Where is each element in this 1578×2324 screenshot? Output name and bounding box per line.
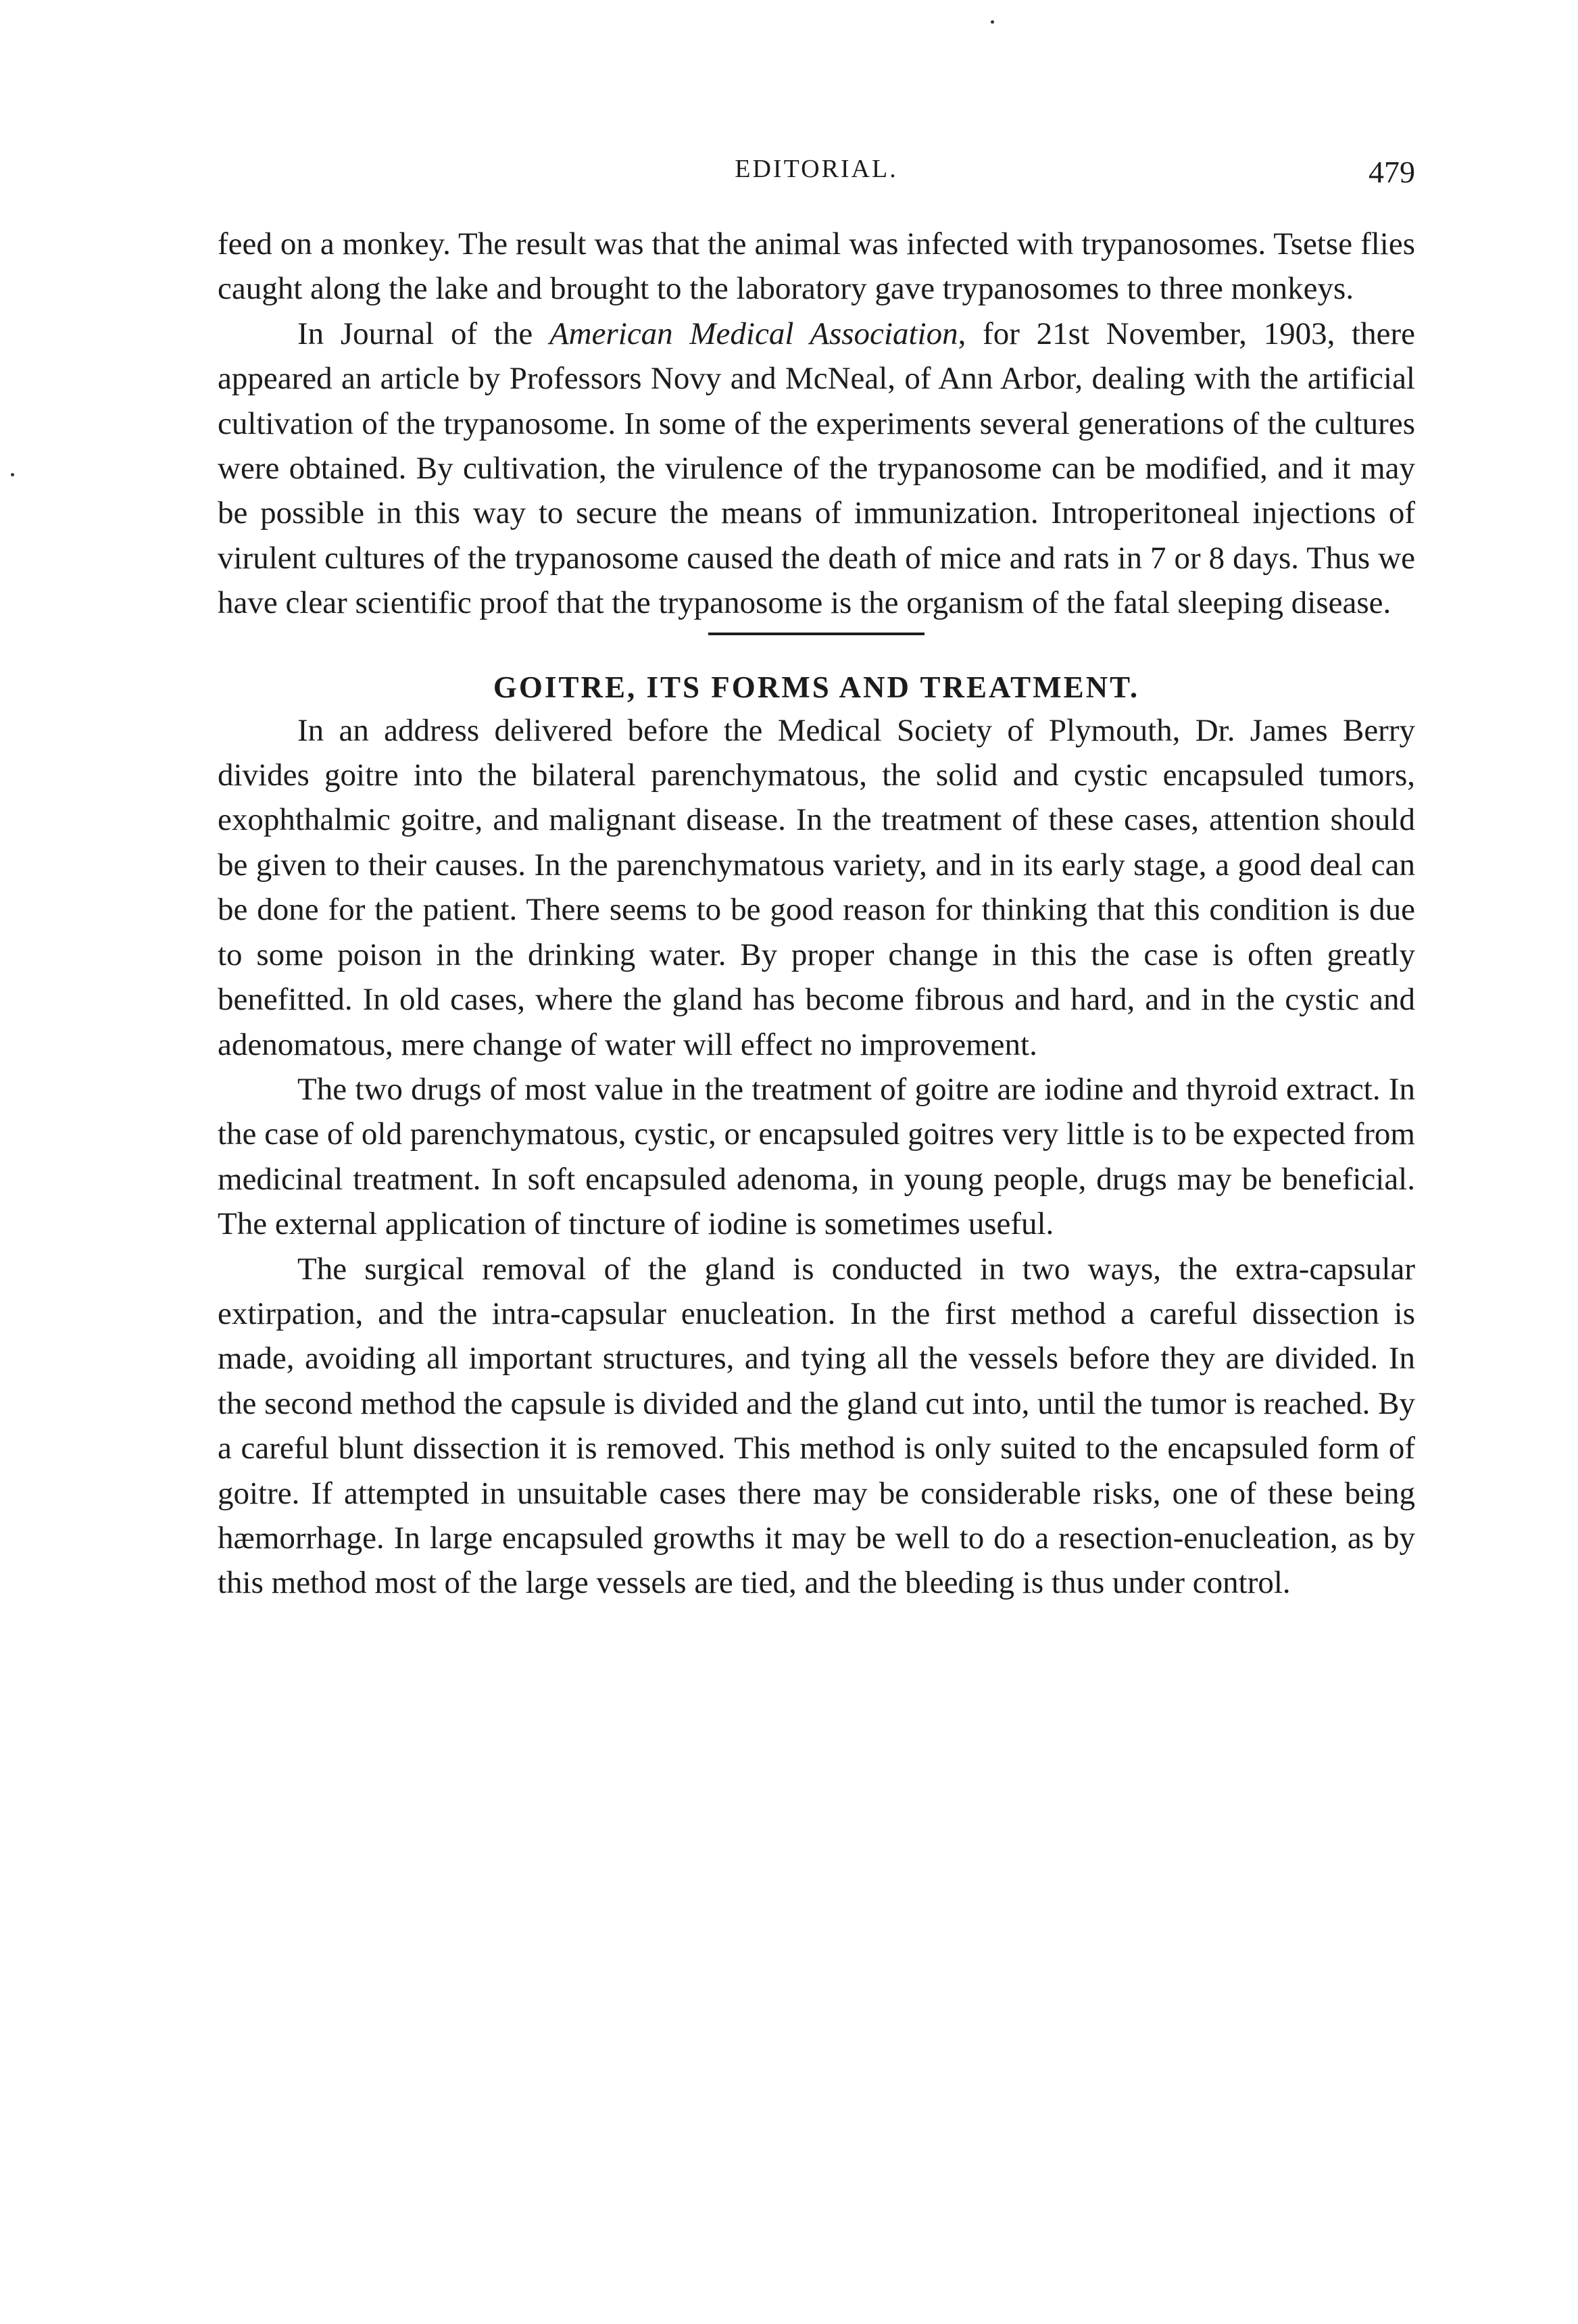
running-head — [218, 154, 1415, 195]
text-block — [218, 222, 1415, 1606]
body-paragraph: The two drugs of most value in the treatment of goitre are iodine and thyroid extract. In the case of old parenchymatous, cystic, or encapsuled goitres very little is to be expected from medicinal treatment. In soft encapsuled adenoma, in young people, drugs may be beneficial. The external application of tincture of iodine is sometimes useful. — [218, 1071, 1415, 1242]
running-title: EDITORIAL. — [735, 155, 898, 183]
journal-paragraph — [218, 312, 1415, 626]
journal-paragraph-lead: In Journal of the — [297, 316, 549, 351]
journal-name: American Medical Association — [549, 316, 958, 351]
section-heading: GOITRE, ITS FORMS AND TREATMENT. — [493, 670, 1140, 704]
body-paragraph: The surgical removal of the gland is conducted in two ways, the extra-capsular extirpation, and the intra-capsular enucleation. In the first method a careful dissection is made, avoiding all important structures, and tying all the vessels before they are divided. In the second method the capsule is divided and the gland cut into, until the tumor is reached. By a careful blunt dissection it is removed. This method is only suited to the encapsuled form of goitre. If attempted in unsuitable cases there may be considerable risks, one of these being hæmorrhage. In large encapsuled growths it may be well to do a resection-enucleation, as by this method most of the large vessels are tied, and the bleeding is thus under control. — [218, 1251, 1415, 1601]
scan-speck — [991, 20, 994, 24]
page-number: 479 — [1369, 155, 1415, 189]
continued-paragraph: feed on a monkey. The result was that the animal was infected with trypanosomes. Tsetse flies caught along the lake and brought to the laboratory gave trypanosomes to three monkeys. — [218, 226, 1415, 307]
body-paragraph: In an address delivered before the Medical Society of Plymouth, Dr. James Berry divides goitre into the bilateral parenchymatous, the solid and cystic encapsuled tumors, exophthalmic goitre, and malignant disease. In the treatment of these cases, attention should be given to their causes. In the parenchymatous variety, and in its early stage, a good deal can be done for the patient. There seems to be good reason for thinking that this condition is due to some poison in the drinking water. By proper change in this the case is often greatly benefitted. In old cases, where the gland has become fibrous and hard, and in the cystic and adenomatous, mere change of water will effect no improvement. — [218, 712, 1415, 1062]
journal-paragraph-rest: , for 21st November, 1903, there appeared an article by Professors Novy and McNeal, of Ann Arbor, dealing with the artificial cultivation of the trypanosome. In some of the experiments several generations of the cultures were obtained. By cultivation, the virulence of the trypanosome can be modified, and it may be possible in this way to secure the means of immunization. Introperitoneal injections of virulent cultures of the trypanosome caused the death of mice and rats in 7 or 8 days. Thus we have clear scientific proof that the trypanosome is the organism of the fatal sleeping disease. — [218, 316, 1415, 621]
section-divider — [708, 633, 924, 635]
scan-speck — [11, 473, 14, 476]
